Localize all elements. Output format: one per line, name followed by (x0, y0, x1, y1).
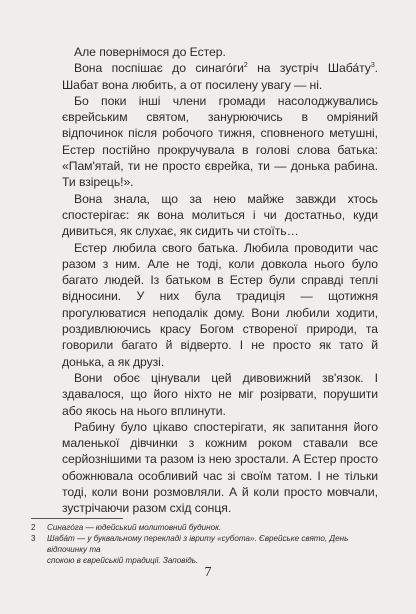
footnote-text: спокою в єврейській традиції. Заповідь. (47, 556, 199, 565)
footnote-text: Синагóга — юдейський молитовний будинок. (47, 523, 222, 532)
footnote-ref: 3 (370, 62, 375, 70)
footnote-number: 2 (31, 523, 36, 532)
paragraph (62, 60, 378, 93)
paragraph-text: на зустріч Шаба́ту (247, 61, 371, 76)
paragraph-text: . Шабат вона любить, а от посилену увагу — ні. (62, 61, 378, 92)
main-text (62, 44, 378, 517)
paragraph: Вона знала, що за нею майже завжди хтось спостерігає: як вона молиться і чи достатньо, куди дивиться, як слухає, як сидить чи стоїть… (62, 191, 378, 239)
footnote (31, 522, 386, 533)
paragraph: Але повернімося до Естер. (74, 45, 226, 59)
footnote-text: Шабáт — у буквальному перекладі з івриту «субота». Єврейське свято, День відпочинку та (47, 534, 349, 554)
paragraph: Вони обоє цінували цей дивовижний зв'язок. І здавалося, що його ніхто не міг розірвати, порушити або якось на нього вплинути. (62, 370, 378, 418)
footnotes (31, 522, 386, 566)
footnote-divider (31, 518, 123, 519)
footnote-number: 3 (31, 534, 36, 543)
paragraph: Бо поки інші члени громади насолоджувались єврейським святом, занурюючись в омріяний відпочинок після робочого тижня, сповненого метушні, Естер постійно прокручувала в голові слова батька: «Пам'ятай, ти не просто єврейка, ти — донька рабина. Ти взірець!». (62, 93, 378, 190)
page-number: 7 (204, 565, 212, 580)
paragraph: Естер любила свого батька. Любила проводити час разом з ним. Але не тоді, коли довкола нього було багато людей. Із батьком в Естер були справді теплі відносини. У них була традиція — щотижня прогулюватися неподалік дому. Вони любили ходити, роздивлюючись красу Богом створеної природи, та говорили багато й відверто. І не просто як тато й донька, а як друзі. (62, 240, 378, 369)
footnote-ref: 2 (243, 62, 248, 70)
paragraph-text: Вона поспішає до синагóги (74, 61, 244, 76)
paragraph: Рабину було цікаво спостерігати, як запитання його маленької дівчинки з кожним роком ставали все серйознішими та разом із нею зростали. А Естер просто обожнювала особливий час зі своїм татом. І не тільки тоді, коли вони розмовляли. А й коли просто мовчали, зустрічаючи разом схід сонця. (62, 419, 378, 516)
footnote (31, 533, 386, 555)
